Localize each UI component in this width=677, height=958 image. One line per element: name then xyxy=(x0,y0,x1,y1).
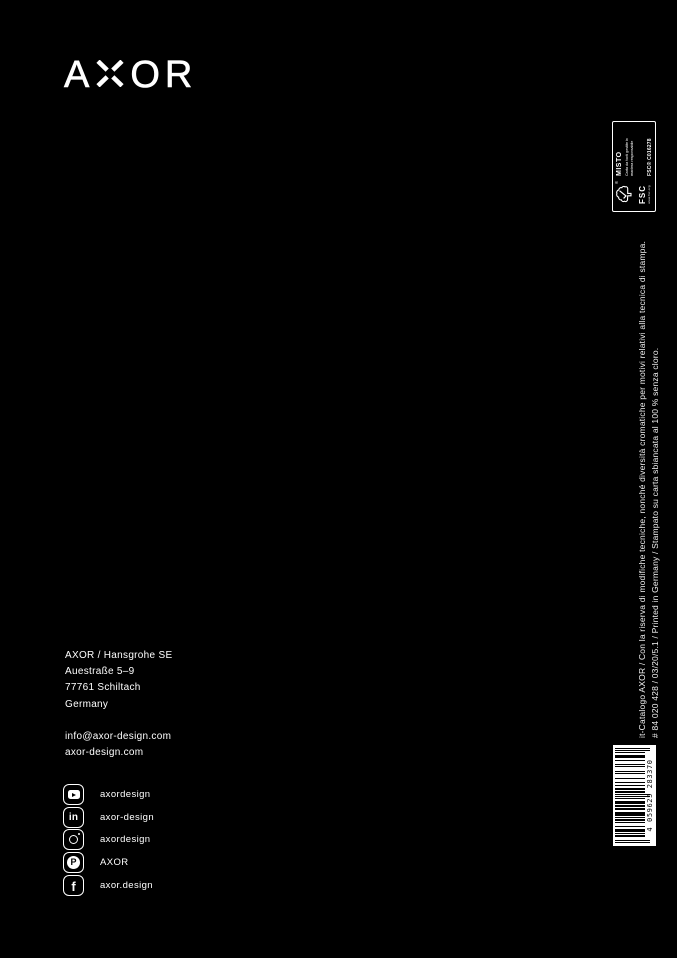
barcode xyxy=(613,745,656,846)
fsc-logo-url: www.fsc.org xyxy=(647,185,651,204)
colophon-line-1: it-Catalogo AXOR / Con la riserva di modifiche tecniche, nonché diversità cromatiche per motivi relativi alla tecnica di stampa. xyxy=(637,240,647,738)
address-block xyxy=(65,648,172,761)
social-handle: AXOR xyxy=(100,857,129,869)
fsc-title: MISTO xyxy=(616,151,623,176)
colophon-text xyxy=(636,240,664,738)
colophon-line-2: # 84 020 428 / 03/20/5.1 / Printed in Germany / Stampato su carta sbiancata al 100 % senza cloro. xyxy=(650,347,660,738)
fsc-logo-text: FSC xyxy=(638,185,647,204)
instagram-icon xyxy=(63,829,84,850)
logo-letter-a: A xyxy=(64,54,95,96)
pinterest-icon: P xyxy=(63,852,84,873)
social-row-facebook[interactable] xyxy=(63,875,154,896)
barcode-number: 4 059625 283370 xyxy=(646,759,654,832)
address-line-street: Auestraße 5–9 xyxy=(65,666,135,678)
fsc-tree-icon: ® xyxy=(615,185,638,204)
facebook-icon: f xyxy=(63,875,84,896)
address-line-company: AXOR / Hansgrohe SE xyxy=(65,650,173,661)
social-list xyxy=(63,784,154,897)
logo-letter-o: O xyxy=(130,54,165,96)
social-handle: axor-design xyxy=(100,811,155,823)
address-line-country: Germany xyxy=(65,698,109,710)
address-line-city: 77761 Schiltach xyxy=(65,682,141,694)
logo-letter-r: R xyxy=(164,54,198,96)
social-row-youtube[interactable] xyxy=(63,784,154,805)
fsc-description: Carta da fonti gestite in maniera responsabile xyxy=(625,138,634,176)
logo-x-glyph xyxy=(96,60,124,87)
axor-logo xyxy=(64,56,197,94)
youtube-icon xyxy=(63,784,84,805)
social-handle: axor.design xyxy=(100,879,153,891)
fsc-label xyxy=(612,121,656,212)
social-row-pinterest[interactable] xyxy=(63,852,154,873)
linkedin-icon: in xyxy=(63,807,84,828)
fsc-license: FSC® C016278 xyxy=(647,138,653,176)
contact-block xyxy=(65,729,172,761)
social-row-instagram[interactable] xyxy=(63,829,154,850)
social-row-linkedin[interactable] xyxy=(63,807,154,828)
barcode-bars xyxy=(615,748,645,843)
contact-website-link[interactable]: axor-design.com xyxy=(65,747,144,759)
contact-email-link[interactable]: info@axor-design.com xyxy=(65,730,172,742)
social-handle: axordesign xyxy=(100,834,151,846)
social-handle: axordesign xyxy=(100,789,151,800)
